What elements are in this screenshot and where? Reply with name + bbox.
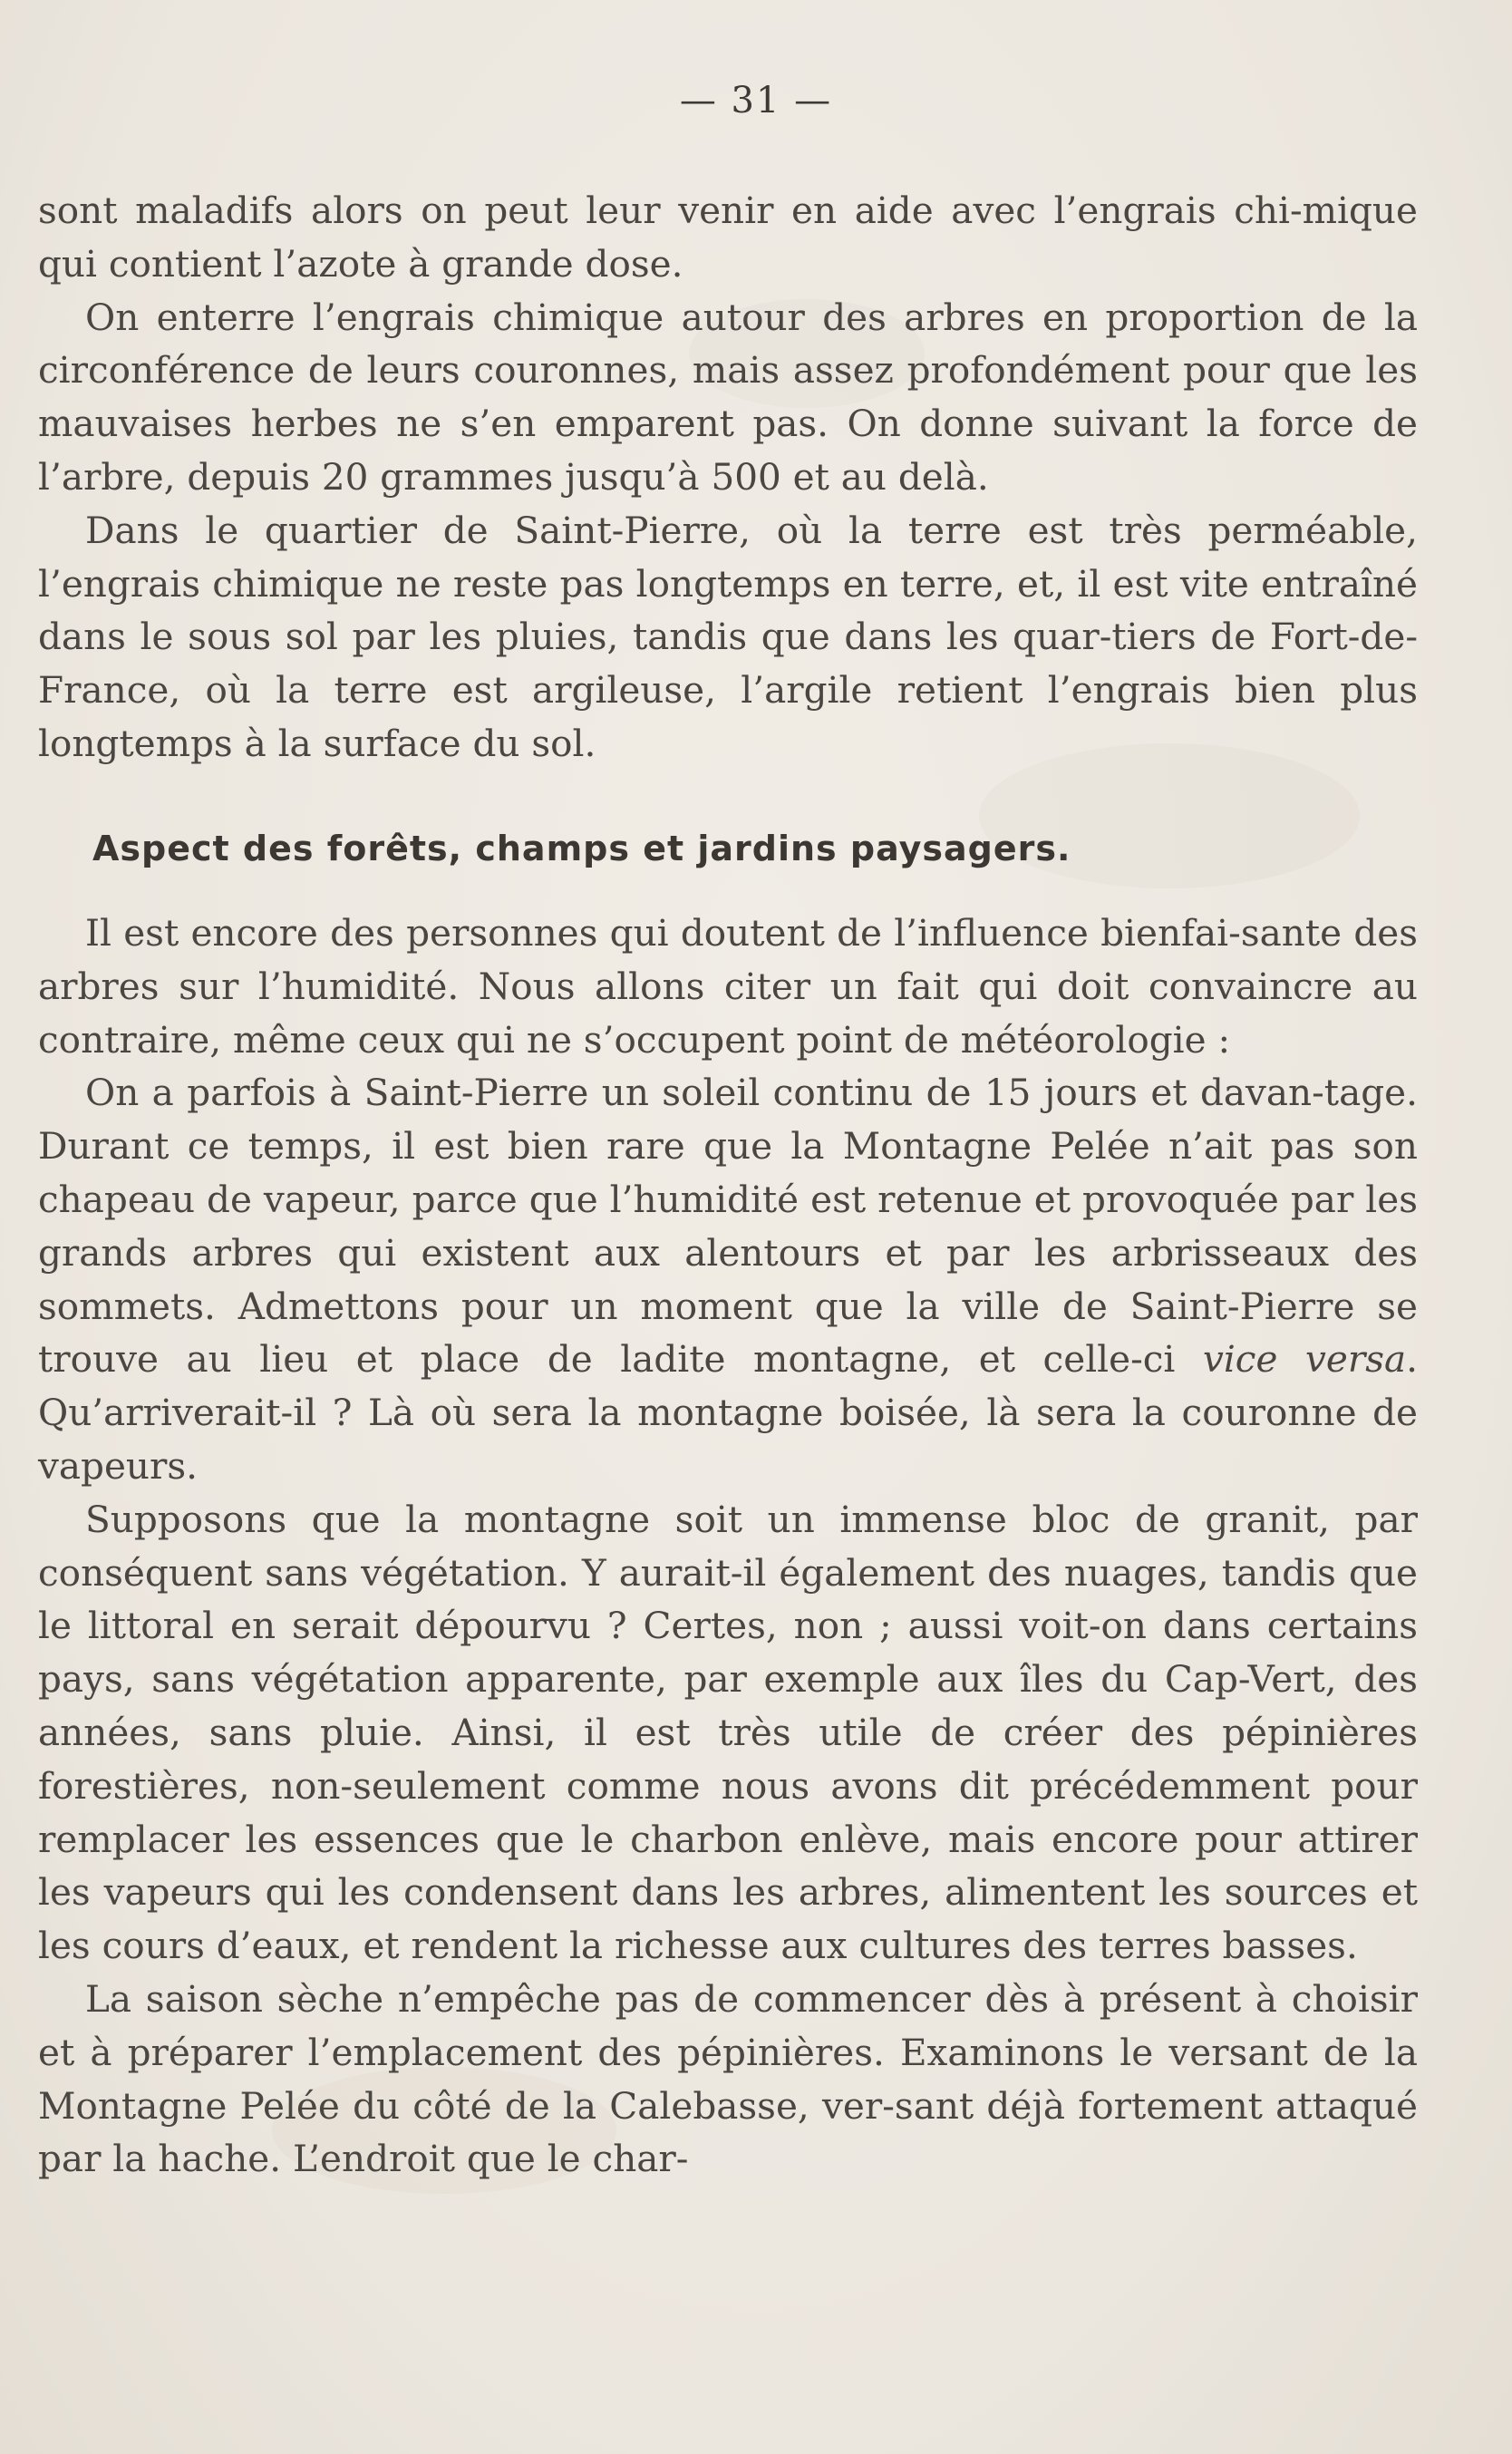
text-block-top [38,184,1418,771]
paragraph: Supposons que la montagne soit un immense bloc de granit, par conséquent sans végétation. Y aurait-il également des nuages, tandis que le littoral en serait dépourvu ? Certes, non ; aussi voit-on dans certains pays, sans végétation apparente, par exemple aux îles du Cap-Vert, des années, sans pluie. Ainsi, il est très utile de créer des pépinières forestières, non-seulement comme nous avons dit précédemment pour remplacer les essences que le charbon enlève, mais encore pour attirer les vapeurs qui les condensent dans les arbres, alimentent les sources et les cours d’eaux, et rendent la richesse aux cultures des terres basses. [38,1497,1418,1968]
paragraph-text: . Qu’arriverait-il ? Là où sera la montagne boisée, là sera la couronne de vapeurs. [38,1337,1419,1488]
section-heading: Aspect des forêts, champs et jardins paysagers. [92,829,1071,868]
page-number: — 31 — [679,80,833,121]
paragraph [38,1066,1418,1492]
paragraph-text: On a parfois à Saint-Pierre un soleil continu de 15 jours et davan-tage. Durant ce temps, il est bien rare que la Montagne Pelée n’ait pas son chapeau de vapeur, parce que l’humidité est retenue et provoquée par les grands arbres qui existent aux alentours et par les arbrisseaux des sommets. Admettons pour un moment que la ville de Saint-Pierre se trouve au lieu et place de ladite montagne, et celle-ci [38,1071,1418,1382]
italic-phrase: vice versa [1202,1337,1407,1382]
paragraph: On enterre l’engrais chimique autour des arbres en proportion de la circonférence de leurs couronnes, mais assez profondément pour que les mauvaises herbes ne s’en emparent pas. On donne suivant la force de l’arbre, depuis 20 grammes jusqu’à 500 et au delà. [38,295,1418,499]
paragraph: Il est encore des personnes qui doutent de l’influence bienfai-sante des arbres sur l’humidité. Nous allons citer un fait qui doit convaincre au contraire, même ceux qui ne s’occupent point de météorologie : [38,911,1418,1062]
paragraph: sont maladifs alors on peut leur venir en aide avec l’engrais chi-mique qui contient l’azote à grande dose. [38,189,1418,286]
paragraph: Dans le quartier de Saint-Pierre, où la terre est très perméable, l’engrais chimique ne reste pas longtemps en terre, et, il est vite entraîné dans le sous sol par les pluies, tandis que dans les quar-tiers de Fort-de-France, où la terre est argileuse, l’argile retient l’engrais bien plus longtemps à la surface du sol. [38,508,1418,765]
text-block-bottom [38,907,1418,2186]
paragraph: La saison sèche n’empêche pas de commencer dès à présent à choisir et à préparer l’emplacement des pépinières. Examinons le versant de la Montagne Pelée du côté de la Calebasse, ver-sant déjà fortement attaqué par la hache. L’endroit que le char- [38,1976,1418,2181]
